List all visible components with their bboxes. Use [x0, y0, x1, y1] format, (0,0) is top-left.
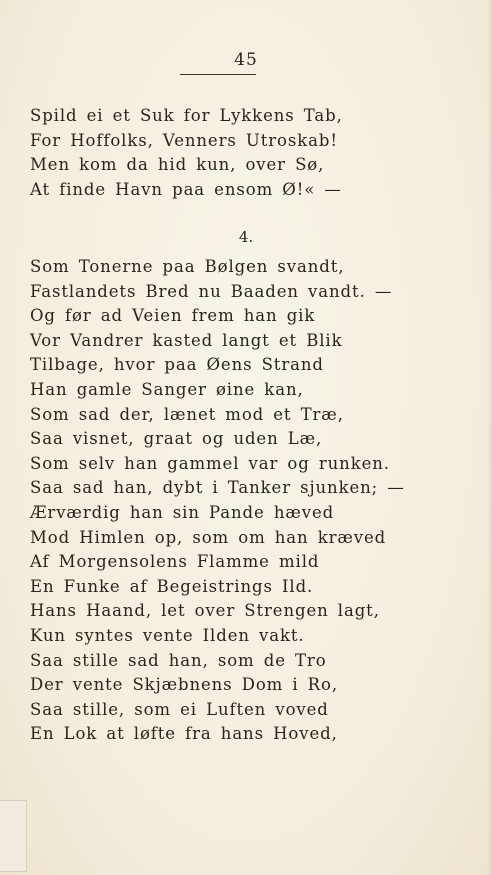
verse-line: Fastlandets Bred nu Baaden vandt. —	[30, 281, 393, 301]
verse-line: For Hoffolks, Venners Utroskab!	[30, 130, 338, 150]
library-label-strip	[0, 800, 27, 872]
verse-line: En Funke af Begeistrings Ild.	[30, 576, 314, 596]
verse-line: Som selv han gammel var og runken.	[30, 453, 390, 473]
stanza-b	[30, 255, 405, 747]
page-edge-shadow	[488, 0, 492, 875]
verse-line: Men kom da hid kun, over Sø,	[30, 155, 325, 175]
verse-line: Saa stille sad han, som de Tro	[30, 650, 327, 670]
verse-line: Kun syntes vente Ilden vakt.	[30, 625, 305, 645]
stanza-a	[30, 104, 343, 202]
verse-line: Vor Vandrer kasted langt et Blik	[30, 330, 343, 350]
verse-line: Af Morgensolens Flamme mild	[30, 552, 320, 572]
verse-line: Saa stille, som ei Luften voved	[30, 699, 329, 719]
verse-line: Der vente Skjæbnens Dom i Ro,	[30, 675, 338, 695]
verse-line: En Lok at løfte fra hans Hoved,	[30, 724, 338, 744]
verse-line: Han gamle Sanger øine kan,	[30, 379, 304, 399]
verse-line: Som Tonerne paa Bølgen svandt,	[30, 257, 345, 276]
verse-line: Ærværdig han sin Pande hæved	[30, 502, 335, 522]
verse-line: Hans Haand, let over Strengen lagt,	[30, 601, 380, 621]
verse-line: Og før ad Veien frem han gik	[30, 306, 316, 326]
header-rule	[180, 74, 256, 75]
verse-line: Som sad der, lænet mod et Træ,	[30, 404, 344, 424]
verse-line: Spild ei et Suk for Lykkens Tab,	[30, 106, 343, 125]
verse-line: At finde Havn paa ensom Ø!« —	[30, 179, 342, 199]
section-number: 4.	[238, 228, 254, 246]
verse-line: Saa visnet, graat og uden Læ,	[30, 429, 323, 449]
verse-line: Saa sad han, dybt i Tanker sjunken; —	[30, 478, 405, 498]
verse-line: Mod Himlen op, som om han kræved	[30, 527, 387, 547]
page-number: 45	[234, 50, 258, 70]
verse-line: Tilbage, hvor paa Øens Strand	[30, 355, 324, 375]
